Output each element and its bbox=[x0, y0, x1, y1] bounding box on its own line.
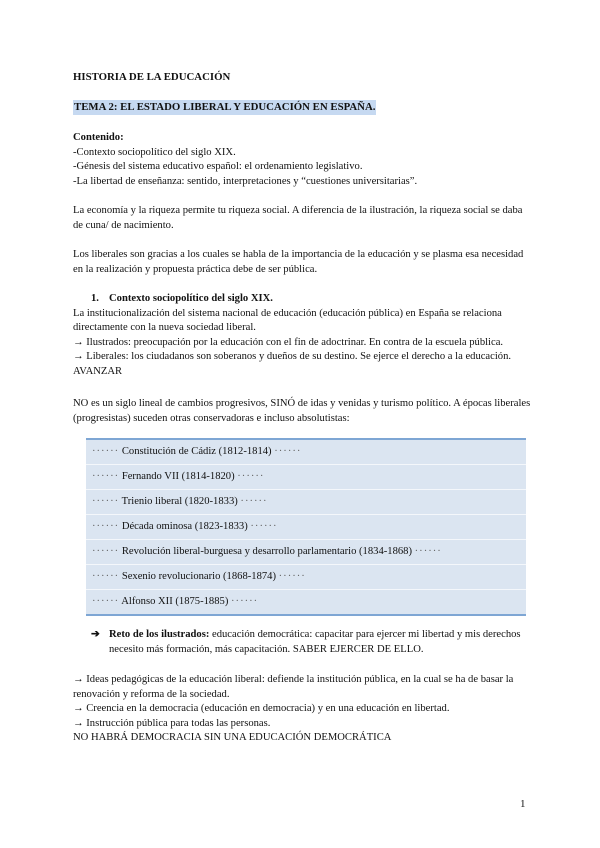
contents-item: -Génesis del sistema educativo español: el ordenamiento legislativo. bbox=[73, 161, 363, 173]
period-label: Década ominosa (1823-1833) bbox=[121, 521, 248, 532]
period-label: Sexenio revolucionario (1868-1874) bbox=[121, 571, 276, 582]
paragraph-century: NO es un siglo lineal de cambios progresivos, SINÓ de idas y venidas y turismo político. A épocas liberales (progresistas) suceden otras conservadoras e incluso absolutistas: bbox=[73, 398, 531, 424]
ideas-line: → Creencia en la democracia (educación en democracia) y en una educación en libertad. bbox=[73, 703, 450, 715]
section-title: Contexto sociopolítico del siglo XIX. bbox=[109, 293, 273, 304]
leader-dots: ······ bbox=[92, 446, 120, 457]
period-row bbox=[86, 515, 526, 540]
ideas-line: → Ideas pedagógicas de la educación liberal: defiende la institución pública, en la cual se ha de basar la renovación y reforma de la sociedad. bbox=[73, 674, 514, 700]
challenge-bullet bbox=[91, 628, 531, 657]
paragraph-economy: La economía y la riqueza permite tu riqueza social. A diferencia de la ilustración, la riqueza social se daba de cuna/ de nacimiento. bbox=[73, 205, 523, 231]
leader-dots: ······ bbox=[92, 546, 120, 557]
periods-table bbox=[86, 438, 526, 616]
challenge-body: educación democrática: capacitar para ejercer mi libertad y mis derechos necesito más formación, más capacitación. SABER EJERCER DE ELLO. bbox=[109, 629, 521, 655]
paragraph-liberals: Los liberales son gracias a los cuales se habla de la importancia de la educación y se plasma esa necesidad en la realización y propuesta práctica debe de ser pública. bbox=[73, 249, 524, 275]
challenge-label: Reto de los ilustrados: bbox=[109, 629, 210, 640]
section-line: → Ilustrados: preocupación por la educación con el fin de adoctrinar. En contra de la escuela pública. bbox=[73, 336, 504, 348]
leader-dots: ······ bbox=[414, 546, 442, 557]
contents-heading: Contenido: bbox=[73, 132, 124, 143]
section-heading bbox=[73, 292, 533, 307]
section-context bbox=[73, 292, 533, 380]
leader-dots: ······ bbox=[92, 521, 120, 532]
leader-dots: ······ bbox=[92, 596, 120, 607]
leader-dots: ······ bbox=[231, 596, 259, 607]
contents-item: -La libertad de enseñanza: sentido, interpretaciones y “cuestiones universitarias”. bbox=[73, 175, 418, 187]
period-row bbox=[86, 565, 526, 590]
period-label: Constitución de Cádiz (1812-1814) bbox=[121, 446, 272, 457]
leader-dots: ······ bbox=[92, 471, 120, 482]
period-row bbox=[86, 465, 526, 490]
leader-dots: ······ bbox=[240, 496, 268, 507]
period-row bbox=[86, 490, 526, 515]
period-row bbox=[86, 590, 526, 614]
ideas-line: → Instrucción pública para todas las personas. bbox=[73, 717, 271, 729]
leader-dots: ······ bbox=[274, 446, 302, 457]
section-number: 1. bbox=[91, 293, 99, 304]
document-title: HISTORIA DE LA EDUCACIÓN bbox=[73, 71, 231, 83]
period-label: Revolución liberal-burguesa y desarrollo parlamentario (1834-1868) bbox=[121, 546, 412, 557]
arrow-bullet-icon: ➔ bbox=[91, 629, 100, 640]
period-label: Fernando VII (1814-1820) bbox=[121, 471, 235, 482]
contents-list bbox=[73, 131, 417, 189]
challenge-text bbox=[91, 628, 531, 657]
leader-dots: ······ bbox=[237, 471, 265, 482]
leader-dots: ······ bbox=[250, 521, 278, 532]
leader-dots: ······ bbox=[278, 571, 306, 582]
period-row bbox=[86, 540, 526, 565]
ideas-block bbox=[73, 673, 533, 746]
ideas-conclusion: NO HABRÁ DEMOCRACIA SIN UNA EDUCACIÓN DEMOCRÁTICA bbox=[73, 732, 392, 744]
contents-item: -Contexto sociopolítico del siglo XIX. bbox=[73, 146, 236, 158]
period-label: Alfonso XII (1875-1885) bbox=[121, 596, 229, 607]
topic-heading: TEMA 2: EL ESTADO LIBERAL Y EDUCACIÓN EN ESPAÑA. bbox=[74, 101, 376, 113]
section-line: → Liberales: los ciudadanos son soberanos y dueños de su destino. Se ejerce el derecho a la educación. AVANZAR bbox=[73, 351, 512, 377]
leader-dots: ······ bbox=[92, 571, 120, 582]
period-label: Trienio liberal (1820-1833) bbox=[121, 496, 238, 507]
page-number: 1 bbox=[520, 798, 526, 810]
period-row bbox=[86, 440, 526, 465]
leader-dots: ······ bbox=[92, 496, 120, 507]
section-line: La institucionalización del sistema nacional de educación (educación pública) en España se relaciona directamente con la nueva sociedad liberal. bbox=[73, 307, 502, 334]
